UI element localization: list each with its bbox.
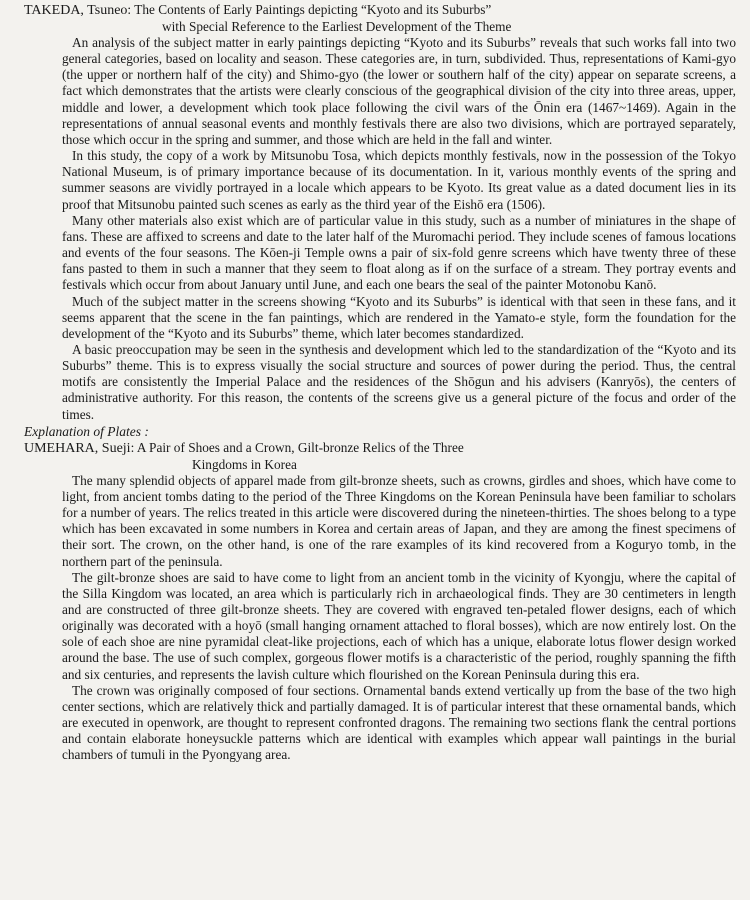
takeda-paragraph-4: Much of the subject matter in the screens showing “Kyoto and its Suburbs” is identical with that seen in these fans, and it seems apparent that the scene in the fan paintings, which are rendered in the Yamato-e style, form the foundation for the development of the “Kyoto and its Suburbs” theme, which later becomes standardized. bbox=[62, 293, 736, 341]
umehara-author: UMEHARA, Sueji bbox=[24, 440, 131, 456]
takeda-paragraph-2: In this study, the copy of a work by Mitsunobu Tosa, which depicts monthly festivals, now in the possession of the Tokyo National Museum, is of primary importance because of its documentation. In it, various monthly events of the spring and summer seasons are vividly portrayed in a locale which appears to be Kyoto. Its great value as a dated document lies in its proof that Mitsunobu painted such scenes as early as the third year of the Eishō era (1506). bbox=[62, 148, 736, 212]
takeda-author: TAKEDA, Tsuneo bbox=[24, 3, 128, 18]
takeda-article-title bbox=[24, 2, 736, 35]
takeda-title-line-1: TAKEDA, Tsuneo: The Contents of Early Paintings depicting “Kyoto and its Suburbs” bbox=[24, 2, 492, 18]
umehara-title-text-1: A Pair of Shoes and a Crown, Gilt-bronze Relics of the Three bbox=[136, 439, 464, 455]
umehara-paragraph-2: The gilt-bronze shoes are said to have come to light from an ancient tomb in the vicinity of Kyongju, where the capital of the Silla Kingdom was located, an area which is particularly rich in archaeological finds. They are 30 centimeters in length and are constructed of three gilt-bronze sheets. They are covered with engraved ten-petaled flower designs, each of which originally was decorated with a hoyō (small hanging ornament attached to floral bosses), which are now entirely lost. On the sole of each shoe are nine pyramidal cleat-like projections, each of which has a unique, elaborate lotus flower design worked around the base. The use of such complex, gorgeous flower motifs is a characteristic of the period, roughly spanning the fifth and six centuries, and represents the lavish culture which flourished on the Korean Peninsula during this era. bbox=[62, 569, 736, 682]
takeda-title-line-2: with Special Reference to the Earliest Development of the Theme bbox=[162, 19, 512, 34]
plates-section-heading: Explanation of Plates : bbox=[24, 423, 149, 439]
takeda-paragraph-1: An analysis of the subject matter in early paintings depicting “Kyoto and its Suburbs” reveals that such works fall into two general categories, based on locality and season. These categories are, in turn, subdivided. Thus, representations of Kami-gyo (the upper or northern half of the city) and Shimo-gyo (the lower or southern half of the city) appear on separate screens, a fact which demonstrates that the artists were clearly conscious of the geographical division of the city into three areas, upper, middle and lower, a development which took place following the civil wars of the Ōnin era (1467~1469). Again in the representations of annual seasonal events and monthly festivals there are also two divisions, which are portrayed separately, those which occur in the spring and summer, and those which are held in the fall and winter. bbox=[62, 35, 736, 147]
umehara-paragraph-3: The crown was originally composed of four sections. Ornamental bands extend vertically up from the base of the two high center sections, which are relatively thick and partially damaged. It is of particular interest that these ornamental bands, which are executed in openwork, are thought to represent confronted dragons. The remaining two sections flank the central portions and contain elaborate honeysuckle patterns which are identical with examples which appear wall paintings in the burial chambers of tumuli in the Pyongyang area. bbox=[62, 682, 736, 763]
umehara-title-line-2: Kingdoms in Korea bbox=[192, 456, 297, 472]
umehara-article-body bbox=[24, 473, 736, 764]
umehara-paragraph-1: The many splendid objects of apparel made from gilt-bronze sheets, such as crowns, girdles and shoes, which have come to light, from ancient tombs dating to the period of the Three Kingdoms on the Korean Peninsula have been familiar to scholars for a number of years. The relics treated in this article were discovered during the nineteen-thirties. The shoes belong to a type which has been excavated in some numbers in Korea and certain areas of Japan, and they are among the finest specimens of their sort. The crown, on the other hand, is one of the rare examples of its kind recovered from a Koguryo tomb, in the northern part of the peninsula. bbox=[62, 472, 736, 569]
umehara-article-title bbox=[24, 440, 736, 473]
takeda-title-text-1: The Contents of Early Paintings depicting “Kyoto and its Suburbs” bbox=[134, 2, 492, 17]
umehara-article bbox=[24, 440, 736, 764]
takeda-article-body bbox=[24, 35, 736, 423]
takeda-paragraph-5: A basic preoccupation may be seen in the synthesis and development which led to the standardization of the “Kyoto and its Suburbs” theme. This is to express visually the social structure and sources of power during the period. Thus, the central motifs are consistently the Imperial Palace and the residences of the Shōgun and his advisers (Kanryōs), the centers of administrative authority. For this reason, the contents of the screens give us a general picture of the focus and order of the times. bbox=[62, 341, 736, 422]
umehara-title-line-1: UMEHARA, Sueji: A Pair of Shoes and a Crown, Gilt-bronze Relics of the Three bbox=[24, 439, 464, 456]
takeda-paragraph-3: Many other materials also exist which are of particular value in this study, such as a number of miniatures in the shape of fans. These are affixed to screens and date to the later half of the Muromachi period. They include scenes of famous locations and events of the four seasons. The Kōen-ji Temple owns a pair of six-fold genre screens which have twenty three of these fans pasted to them in such a manner that they seem to float along as if on the surface of a stream. They portray events and festivals which occur from about January until June, and each one bears the seal of the painter Motonobu Kanō. bbox=[62, 212, 736, 293]
